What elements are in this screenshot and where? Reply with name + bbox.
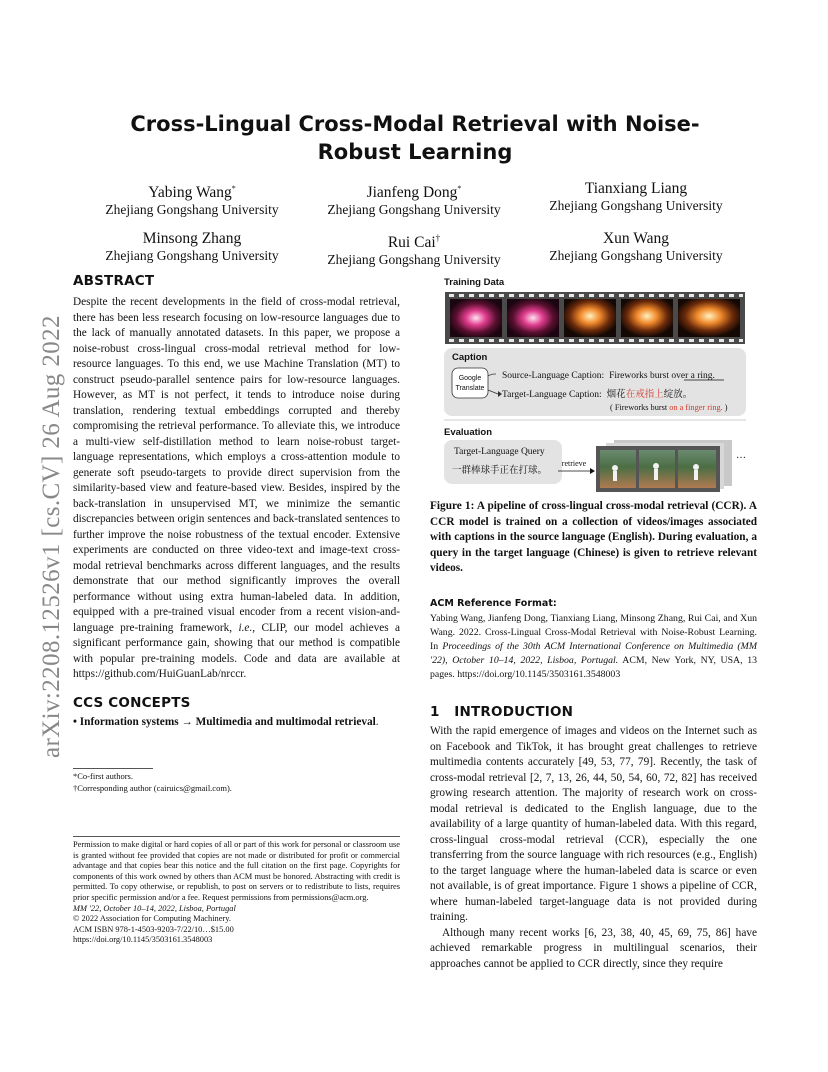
author-name: Jianfeng Dong (366, 184, 458, 202)
author-block (82, 180, 302, 218)
author-affiliation: Zhejiang Gongshang University (327, 202, 501, 218)
permission-copyright: © 2022 Association for Computing Machinery. (73, 914, 231, 924)
acm-reference (430, 612, 757, 682)
author-block (304, 230, 524, 268)
footnotes (73, 770, 400, 794)
author-name: Xun Wang (602, 230, 670, 247)
footnote: *Co-first authors. (73, 771, 133, 781)
acm-reference-end: ACM, New York, NY, USA, 13 pages. https://doi.org/10.1145/3503161.3548003 (430, 655, 757, 680)
author-affiliation: Zhejiang Gongshang University (327, 252, 501, 268)
acm-reference-proceedings: Proceedings of the 30th ACM International Conference on Multimedia (MM '22), October 10–14, 2022, Lisboa, Portugal. (430, 641, 758, 666)
back-translation-b: on a finger ring. (669, 403, 723, 412)
training-data-label: Training Data (444, 277, 505, 288)
query-text: 一群棒球手正在打球。 (452, 465, 548, 476)
abstract-text-end: CLIP, our model achieves a significant performance gain, showing that our method is compatible with popular pre-training models. Code and data are available at https://github.com/HuiGuanLab/nrccr. (73, 621, 400, 680)
introduction-paragraph: With the rapid emergence of images and videos on the Internet such as on Facebook and TikTok, it has brought great challenges to retrieve multimedia contents accurately [49, 53, 77, 79]. Recently, the task of cross-modal retrieval [2, 7, 13, 26, 44, 50, 54, 60, 72, 82] has received growing research attention. The majority of research work on cross-modal retrieval is dedicated to the English language, due to the availability of a large quantity of human-labeled data. With this regard, cross-lingual cross-modal retrieval (CCR), especially the one transferring from the source language with rich resources (e.g., English) to the target language where the human-labeled data is scarce or even not available, is of great importance. Figure 1 shows a pipeline of CCR, where human-labeled target-language data is not provided during training. (430, 725, 757, 923)
footnote: †Corresponding author (cairuics@gmail.com). (73, 783, 232, 793)
ccs-end: . (375, 716, 379, 728)
paper-title: Cross-Lingual Cross-Modal Retrieval with Noise-Robust Learning (130, 112, 700, 164)
permission-isbn: ACM ISBN 978-1-4503-9203-7/22/10…$15.00 (73, 924, 234, 934)
footnote-rule (73, 768, 153, 769)
arxiv-stamp-text: arXiv:2208.12526v1 [cs.CV] 26 Aug 2022 (38, 315, 65, 758)
introduction-paragraph: Although many recent works [6, 23, 38, 40, 45, 69, 75, 86] have achieved remarkable progress in multilingual scenarios, their approaches cannot be applied to CCR directly, since they require (430, 926, 757, 970)
caption-label: Caption (452, 352, 488, 363)
author-mark: * (457, 184, 462, 193)
author-block (304, 180, 524, 218)
author-affiliation: Zhejiang Gongshang University (105, 248, 279, 263)
permission-venue: MM '22, October 10–14, 2022, Lisboa, Portugal (73, 903, 236, 913)
author-name: Rui Cai (387, 234, 436, 252)
evaluation-label: Evaluation (444, 427, 493, 438)
author-name: Tianxiang Liang (584, 180, 688, 197)
abstract-body (73, 295, 400, 683)
permission-doi: https://doi.org/10.1145/3503161.3548003 (73, 935, 213, 945)
author-name: Yabing Wang (148, 184, 232, 202)
target-caption-label: Target-Language Caption: (502, 390, 602, 400)
ccs-text: • Information systems → Multimedia and multimodal retrieval (73, 716, 376, 728)
ccs-heading: CCS CONCEPTS (73, 695, 191, 711)
video-frame (621, 299, 673, 337)
target-caption-b: 在戒指上 (625, 390, 664, 400)
ccs-concepts (73, 715, 400, 731)
query-label: Target-Language Query (454, 447, 545, 457)
source-caption-text: Fireworks burst over a ring. (609, 371, 715, 381)
source-caption (502, 371, 715, 381)
author-affiliation: Zhejiang Gongshang University (549, 248, 723, 263)
target-caption-a: 烟花 (606, 390, 626, 400)
author-affiliation: Zhejiang Gongshang University (105, 202, 279, 218)
abstract-text: Despite the recent developments in the field of cross-modal retrieval, there has been less research focusing on low-resource languages due to the lack of manually annotated datasets. In this paper, we propose a noise-robust cross-lingual cross-modal retrieval method for low-resource languages. To this end, we use Machine Translation (MT) to construct pseudo-parallel sentence pairs for low-resource languages. However, as MT is not perfect, it tends to introduce noise during translation, rendering textual embeddings corrupted and thereby compromising the retrieval performance. To alleviate this, we introduce a multi-view self-distillation method to learn noise-robust target-language representations, which employs a cross-attention module to generate soft pseudo-targets to provide direct supervision from the similarity-based view and feature-based view. Besides, inspired by the back-translation in unsupervised MT, we minimize the semantic discrepancies between origin sentences and back-translated sentences to further improve the noise robustness of the textual encoder. Extensive experiments are conducted on three video-text and image-text cross-modal retrieval benchmarks across different languages, and the results demonstrate that our method significantly improves the overall performance without using extra human-labeled data. In addition, equipped with a pre-trained visual encoder from a recent vision-and-language pre-training framework, (73, 296, 400, 634)
acm-reference-text: Yabing Wang, Jianfeng Dong, Tianxiang Liang, Minsong Zhang, Rui Cai, and Xun Wang. 2022. Cross-Lingual Cross-Modal Retrieval with Noise-Robust Learning. In (430, 613, 757, 652)
source-caption-label: Source-Language Caption: (502, 371, 605, 381)
result-frame (600, 450, 636, 488)
abstract-ie: i.e., (238, 621, 256, 634)
figure-caption: Figure 1: A pipeline of cross-lingual cross-modal retrieval (CCR). A CCR model is trained on a collection of videos/images associated with captions in the source language (English). During evaluation, a query in the target language (Chinese) is given to retrieve relevant videos. (430, 500, 757, 574)
introduction-heading: 1 INTRODUCTION (430, 704, 574, 720)
google-translate-word2: Translate (455, 385, 485, 392)
retrieve-label: retrieve (561, 459, 587, 468)
author-affiliation: Zhejiang Gongshang University (549, 198, 723, 213)
author-mark: † (435, 233, 441, 243)
back-translation (610, 403, 728, 412)
retrieve-arrow-head (590, 468, 595, 474)
retrieved-videos (596, 440, 732, 492)
target-caption (502, 388, 692, 400)
author-block (82, 230, 302, 264)
author-mark: * (231, 184, 236, 193)
introduction-body (430, 724, 757, 972)
google-translate-box (452, 368, 488, 398)
permission-rule (73, 836, 400, 837)
back-translation-c: ) (722, 403, 728, 412)
author-name: Minsong Zhang (142, 230, 242, 247)
permission-block (73, 840, 400, 946)
google-translate-word1: Google (458, 375, 482, 382)
back-translation-a: ( Fireworks burst (610, 403, 670, 412)
author-block (526, 230, 746, 264)
training-filmstrip (445, 292, 745, 344)
acm-reference-heading: ACM Reference Format: (430, 598, 557, 609)
video-frame (507, 299, 559, 337)
video-frame (678, 299, 740, 337)
video-frame (450, 299, 502, 337)
video-frame (564, 299, 616, 337)
arxiv-stamp (14, 280, 65, 758)
more-results-ellipsis: … (736, 450, 746, 461)
author-block (526, 180, 746, 214)
target-caption-c: 绽放。 (663, 390, 693, 400)
abstract-heading: ABSTRACT (73, 273, 155, 289)
figure-1 (430, 270, 760, 492)
permission-text: Permission to make digital or hard copies of all or part of this work for personal or classroom use is granted without fee provided that copies are not made or distributed for profit or commercial advantage and that copies bear this notice and the full citation on the first page. Copyrights for components of this work owned by others than ACM must be honored. Abstracting with credit is permitted. To copy otherwise, or republish, to post on servers or to redistribute to lists, requires prior specific permission and/or a fee. Request permissions from permissions@acm.org. (73, 840, 400, 902)
